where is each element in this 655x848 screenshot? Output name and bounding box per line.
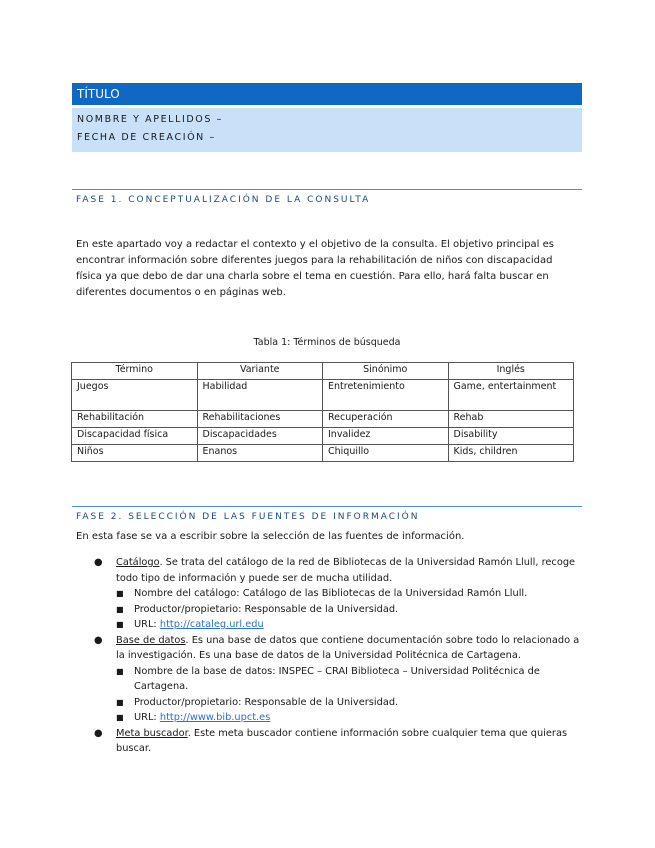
sub-item-text: Productor/propietario: Responsable de la Universidad. xyxy=(134,603,399,615)
table-row xyxy=(72,380,574,411)
section-divider xyxy=(72,506,582,507)
table-cell: Discapacidad física xyxy=(72,428,198,445)
table-header: Variante xyxy=(197,363,323,380)
table-cell: Entretenimiento xyxy=(323,380,449,411)
table-header-row xyxy=(72,363,574,380)
square-bullet-icon: ■ xyxy=(116,713,124,722)
square-bullet-icon: ■ xyxy=(116,666,124,676)
table-row xyxy=(72,411,574,428)
creation-date-line: FECHA DE CREACIÓN – xyxy=(77,132,216,143)
fase1-paragraph: En este apartado voy a redactar el contexto y el objetivo de la consulta. El objetivo principal es encontrar información sobre diferentes juegos para la rehabilitación de niños con discapacidad física ya que debo de dar una charla sobre el tema en cuestión. Para ello, hará falta buscar en diferentes documentos o en páginas web. xyxy=(76,239,554,298)
table-row xyxy=(72,445,574,462)
item-title: Base de datos xyxy=(116,634,186,646)
table-header: Término xyxy=(72,363,198,380)
square-bullet-icon: ■ xyxy=(116,604,124,614)
url-label: URL: xyxy=(134,619,160,630)
fase2-heading: FASE 2. SELECCIÓN DE LAS FUENTES DE INFORMACIÓN xyxy=(76,512,420,522)
square-bullet-icon: ■ xyxy=(116,589,124,598)
fase1-heading: FASE 1. CONCEPTUALIZACIÓN DE LA CONSULTA xyxy=(76,195,371,205)
catalog-url-link[interactable]: http://cataleg.url.edu xyxy=(159,619,264,630)
search-terms-table xyxy=(71,362,574,462)
bullet-icon: ● xyxy=(94,634,103,646)
bullet-icon: ● xyxy=(94,727,103,739)
table-cell: Discapacidades xyxy=(197,428,323,445)
table-cell: Rehabilitación xyxy=(72,411,198,428)
sub-item-text: Nombre de la base de datos: INSPEC – CRAI Biblioteca – Universidad Politécnica de Cartagena. xyxy=(134,665,540,692)
list-item-base-de-datos xyxy=(76,633,581,664)
item-text: . Este meta buscador contiene información sobre cualquier tema que quieras buscar. xyxy=(116,727,568,754)
sub-item xyxy=(76,617,581,633)
sub-item xyxy=(76,586,581,602)
table-caption: Tabla 1: Términos de búsqueda xyxy=(253,337,401,348)
table-cell: Rehabilitaciones xyxy=(197,411,323,428)
document-title: TÍTULO xyxy=(77,87,120,101)
table-cell: Invalidez xyxy=(323,428,449,445)
item-text: . Es una base de datos que contiene documentación sobre todo lo relacionado a la investigación. Es una base de datos de la Universidad Politécnica de Cartagena. xyxy=(116,634,580,661)
table-row xyxy=(72,428,574,445)
author-name-line: NOMBRE Y APELLIDOS – xyxy=(77,114,223,125)
sub-item xyxy=(76,602,581,618)
table-cell: Juegos xyxy=(72,380,198,411)
table-header: Inglés xyxy=(448,363,574,380)
square-bullet-icon: ■ xyxy=(116,697,124,707)
table-cell: Habilidad xyxy=(197,380,323,411)
table-cell: Disability xyxy=(448,428,574,445)
table-cell: Niños xyxy=(72,445,198,462)
sub-item xyxy=(76,710,581,726)
table-cell: Kids, children xyxy=(448,445,574,462)
sources-list xyxy=(76,555,581,757)
document-title-bar xyxy=(72,83,582,105)
author-meta-box xyxy=(72,108,582,152)
bullet-icon: ● xyxy=(94,557,103,568)
section-divider xyxy=(72,189,582,190)
list-item-meta-buscador xyxy=(76,726,581,757)
fase2-intro: En esta fase se va a escribir sobre la selección de las fuentes de información. xyxy=(76,531,465,542)
table-cell: Chiquillo xyxy=(323,445,449,462)
sub-item xyxy=(76,664,581,695)
item-title: Catálogo xyxy=(116,557,160,568)
list-item-catalogo xyxy=(76,555,581,586)
table-cell: Game, entertainment xyxy=(448,380,574,411)
item-title: Meta buscador xyxy=(116,727,188,739)
database-url-link[interactable]: http://www.bib.upct.es xyxy=(159,712,271,723)
table-cell: Recuperación xyxy=(323,411,449,428)
square-bullet-icon: ■ xyxy=(116,620,124,629)
table-cell: Enanos xyxy=(197,445,323,462)
table-header: Sinónimo xyxy=(323,363,449,380)
url-label: URL: xyxy=(134,712,160,723)
sub-item xyxy=(76,695,581,711)
sub-item-text: Productor/propietario: Responsable de la Universidad. xyxy=(134,696,399,708)
sub-item-text: Nombre del catálogo: Catálogo de las Bibliotecas de la Universidad Ramón Llull. xyxy=(134,588,528,599)
item-text: . Se trata del catálogo de la red de Bibliotecas de la Universidad Ramón Llull, recoge todo tipo de información y puede ser de mucha utilidad. xyxy=(116,557,576,584)
table-cell: Rehab xyxy=(448,411,574,428)
